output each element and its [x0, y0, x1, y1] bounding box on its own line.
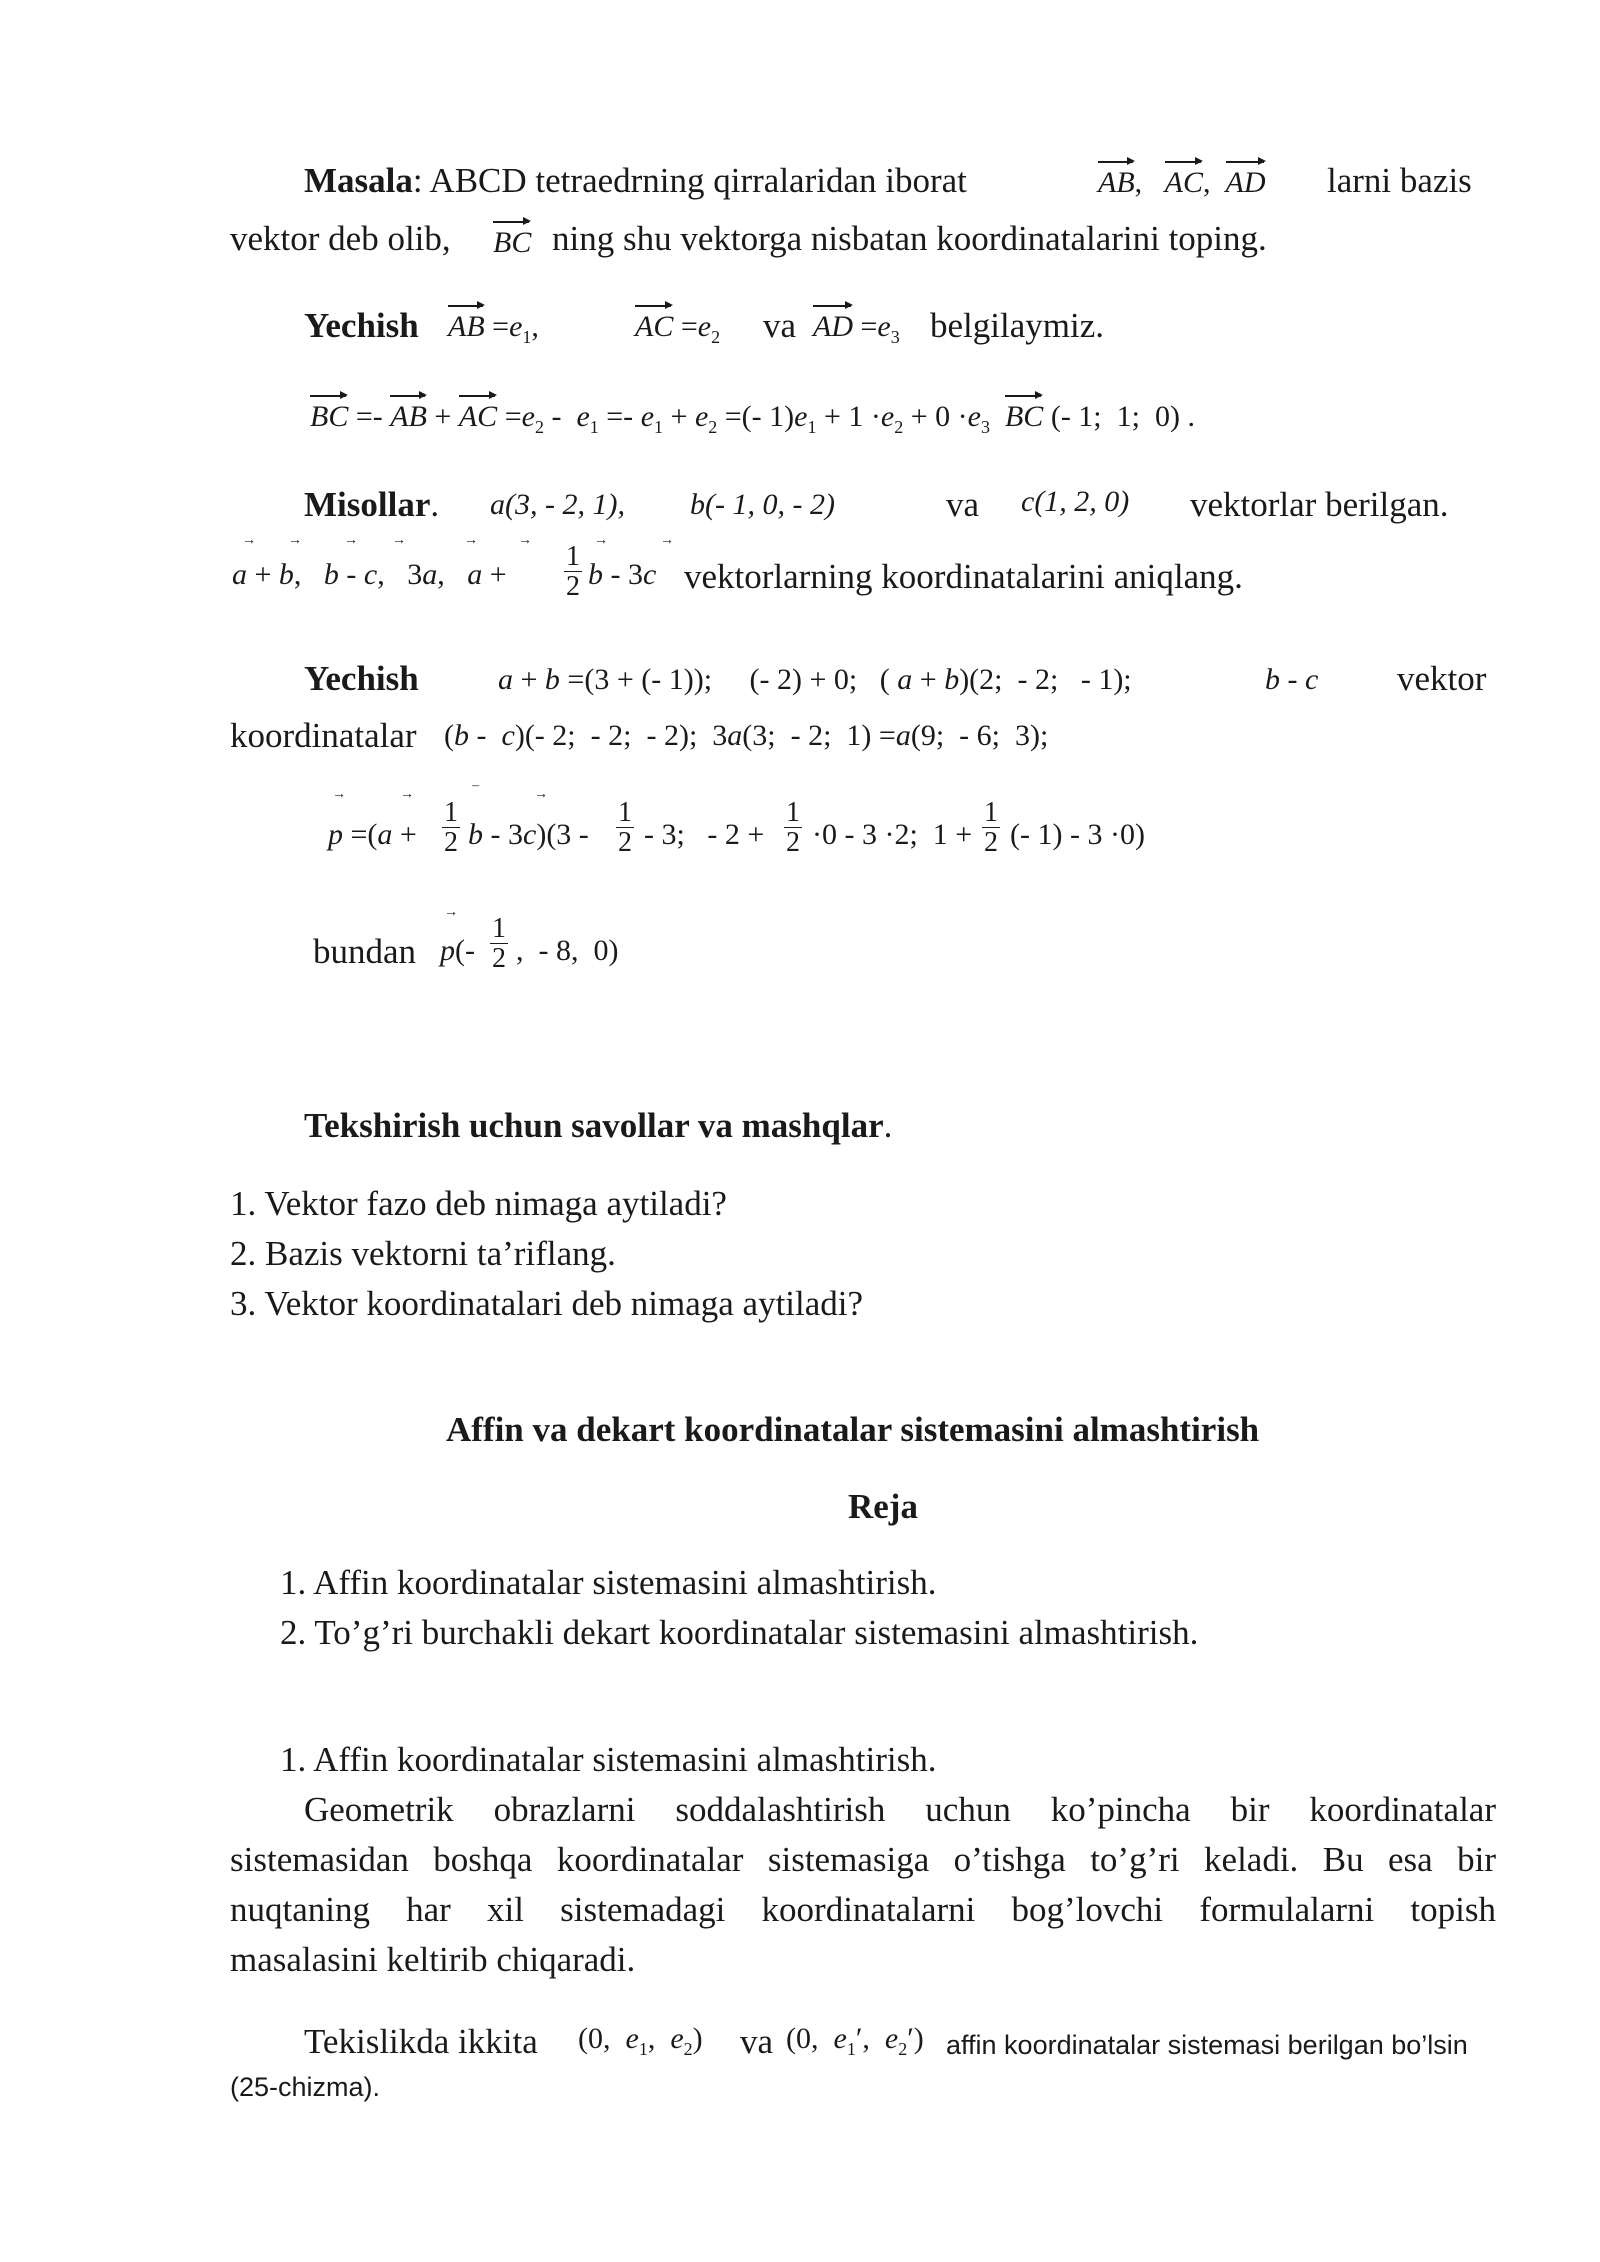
masala-text-1: : ABCD tetraedrning qirralaridan iborat [412, 161, 967, 200]
masala-line-2-end: ning shu vektorga nisbatan koordinatalarini toping. [552, 219, 1267, 258]
yechish2-formula-2: (b - c)(- 2; - 2; - 2); 3a(3; - 2; 1) =a(9; - 6; 3); [444, 719, 1049, 752]
vector-bc: BC [493, 226, 532, 259]
vector-b-coords: b(- 1, 0, - 2) [690, 488, 835, 521]
para-line-1: Geometrik obrazlarni soddalashtirish uchun ko’pincha bir koordinatalar [304, 1790, 1496, 1829]
misollar-label: Misollar. [304, 485, 440, 524]
questions-heading: Tekshirish uchun savollar va mashqlar. [304, 1106, 893, 1145]
question-3: 3. Vektor koordinatalari deb nimaga aytiladi? [230, 1284, 864, 1323]
vector-ac: AC [1164, 166, 1203, 199]
p-formula: → → ¯ → p =(a + $\frac{1}{2}$ b - 3c)(3 - $\frac{1}{2}$ - 3; - 2 + $\frac{1}{2}$ ·0 - 3 ·2; 1 + $\frac{1}{2}$ (- 1) - 3 ·0) [328, 785, 1145, 859]
misollar-line-2-end: vektorlarning koordinatalarini aniqlang. [684, 557, 1243, 596]
tek-end: affin koordinatalar sistemasi berilgan bo’lsin [946, 2030, 1468, 2060]
plan-item-2: 2. To’g’ri burchakli dekart koordinatalar sistemasini almashtirish. [280, 1613, 1199, 1652]
yechish2-vektor: vektor [1397, 659, 1487, 698]
masala-line-1 [304, 163, 1496, 198]
basis-vectors: AB, AC, AD [1098, 166, 1266, 199]
plan-item-1: 1. Affin koordinatalar sistemasini almashtirish. [280, 1563, 937, 1602]
yechish2-bundan: bundan [313, 932, 417, 971]
misollar-end: vektorlar berilgan. [1190, 485, 1449, 524]
para-line-4: masalasini keltirib chiqaradi. [230, 1940, 636, 1979]
yechish2-formula-1: a + b =(3 + (- 1)); (- 2) + 0; ( a + b)(2; - 2; - 1); [498, 663, 1132, 696]
para-line-2: sistemasidan boshqa koordinatalar sistemasiga o’tishga to’g’ri keladi. Bu esa bir [230, 1840, 1496, 1879]
p-result: → p(- $\frac{1}{2}$ , - 8, 0) [440, 905, 619, 975]
vector-ab: AB [1098, 166, 1135, 199]
masala-text-2: larni bazis [1327, 161, 1472, 200]
vector-ad: AD [1225, 166, 1266, 199]
system-2: (0, $e_1'$, $e_2'$) [786, 2022, 924, 2059]
vector-c-coords: c(1, 2, 0) [1021, 485, 1130, 518]
tek-line-2: (25-chizma). [230, 2072, 381, 2102]
masala-line-2-start: vektor deb olib, [230, 219, 451, 258]
system-1: (0, $e_1$, $e_2$) [578, 2022, 703, 2059]
misollar-va: va [946, 485, 980, 524]
yechish-label-1: Yechish [304, 306, 419, 345]
tek-va: va [740, 2022, 774, 2061]
section-reja: Reja [848, 1487, 918, 1526]
para-line-3: nuqtaning har xil sistemadagi koordinatalarni bog’lovchi formulalarni topish [230, 1890, 1496, 1929]
bc-formula: BC =- AB + AC $=e_2 - e_1 =- e_1 + e_2$ =(- $1)e_1 + 1 \cdot e_2 + 0 \cdot e_3$ BC (- 1; 1; 0) . [310, 400, 1195, 437]
yechish1-va: va [763, 306, 797, 345]
yechish1-end: belgilaymiz. [930, 306, 1104, 345]
question-2: 2. Bazis vektorni ta’riflang. [230, 1234, 616, 1273]
yechish2-koord: koordinatalar [230, 716, 417, 755]
vector-a-coords: a(3, - 2, 1), [490, 488, 625, 521]
masala-label: Masala [304, 161, 413, 200]
question-1: 1. Vektor fazo deb nimaga aytiladi? [230, 1184, 727, 1223]
yechish1-formula: AB $=e_1$, [448, 310, 539, 347]
yechish-label-2: Yechish [304, 659, 419, 698]
sub-heading: 1. Affin koordinatalar sistemasini almashtirish. [280, 1740, 937, 1779]
section-title: Affin va dekart koordinatalar sistemasini almashtirish [446, 1410, 1260, 1449]
misollar-expressions: → → → → → → → → a + b, b - c, 3a, a + $\frac{1}{2}$ b - 3c [232, 533, 674, 603]
tek-start: Tekislikda ikkita [304, 2022, 538, 2061]
